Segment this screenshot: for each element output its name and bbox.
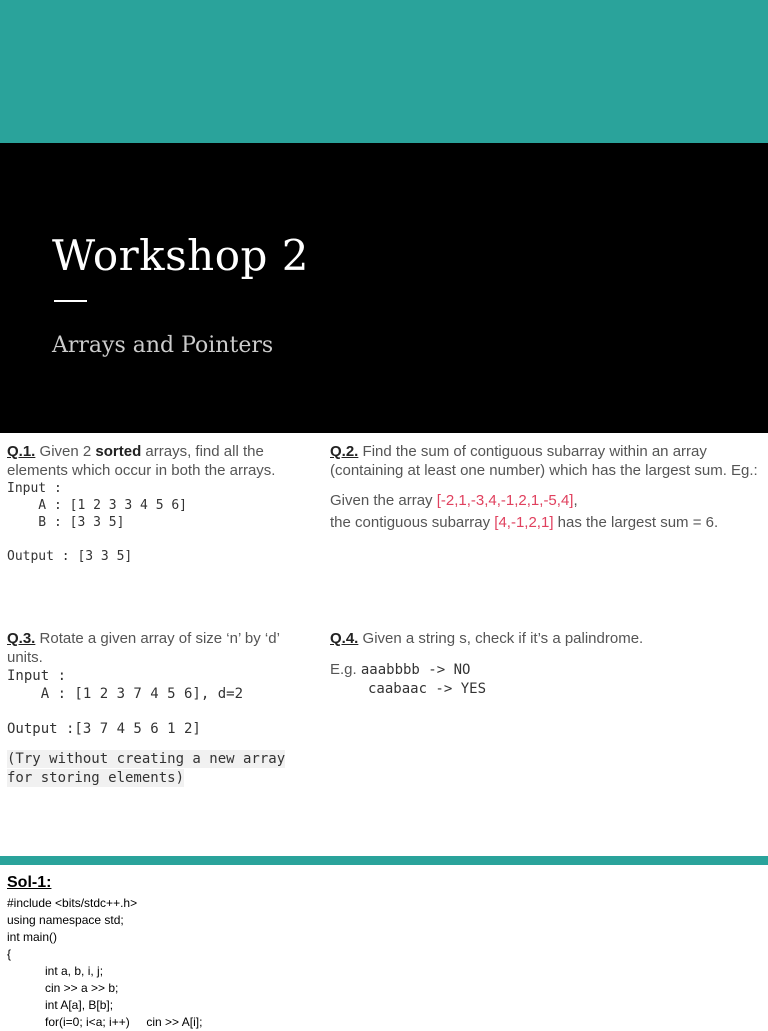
section-divider: [0, 856, 768, 865]
question-2-number: Q.2.: [330, 443, 359, 460]
question-3-note-line-2: for storing elements): [7, 770, 185, 786]
code-line: int main(): [7, 930, 58, 944]
solution-1: [7, 874, 747, 1031]
code-line: {: [7, 947, 12, 961]
solution-1-title: Sol-1:: [7, 874, 52, 891]
question-4-text: Q.4. Given a string s, check if it’s a palindrome.: [330, 630, 644, 647]
question-3: [7, 629, 307, 787]
question-1-input-label: Input :: [7, 481, 62, 496]
page-title: Workshop 2: [52, 231, 309, 280]
question-2-example-line-1: Given the array [-2,1,-3,4,-1,2,1,-5,4],: [330, 492, 578, 509]
question-3-note-line-1: (Try without creating a new array: [7, 751, 286, 767]
question-3-number: Q.3.: [7, 630, 36, 647]
code-line: using namespace std;: [7, 913, 124, 927]
question-1-text: Q.1. Given 2 sorted arrays, find all the elements which occur in both the arrays.: [7, 443, 276, 479]
question-2-example-line-2: the contiguous subarray [4,-1,2,1] has the largest sum = 6.: [330, 514, 719, 531]
title-slide: [0, 143, 768, 433]
question-3-input-label: Input :: [7, 668, 67, 684]
question-4-number: Q.4.: [330, 630, 359, 647]
question-1-input-a: A : [1 2 3 3 4 5 6]: [7, 498, 188, 513]
page-subtitle: Arrays and Pointers: [52, 333, 274, 358]
title-divider: [54, 300, 87, 302]
question-4-example-2: caabaac -> YES: [368, 681, 487, 697]
question-2: [330, 442, 760, 532]
code-line: int A[a], B[b];: [45, 998, 114, 1012]
code-line: int a, b, i, j;: [45, 964, 104, 978]
question-4-example-1: E.g. aaabbbb -> NO: [330, 661, 471, 678]
question-3-input-a: A : [1 2 3 7 4 5 6], d=2: [7, 686, 244, 702]
question-1-output: Output : [3 3 5]: [7, 549, 133, 564]
question-3-text: Q.3. Rotate a given array of size ‘n’ by ‘d’ units.: [7, 630, 280, 666]
question-1-number: Q.1.: [7, 443, 36, 460]
question-4: [330, 629, 760, 698]
question-3-output: Output :[3 7 4 5 6 1 2]: [7, 721, 201, 737]
question-1-input-b: B : [3 3 5]: [7, 515, 125, 530]
code-line: for(i=0; i<a; i++) cin >> A[i];: [45, 1015, 203, 1029]
code-line: cin >> a >> b;: [45, 981, 119, 995]
question-1: [7, 442, 307, 565]
question-2-text: Q.2. Find the sum of contiguous subarray within an array (containing at least one number) which has the largest sum. Eg.:: [330, 443, 758, 479]
code-line: #include <bits/stdc++.h>: [7, 896, 138, 910]
top-banner: [0, 0, 768, 143]
